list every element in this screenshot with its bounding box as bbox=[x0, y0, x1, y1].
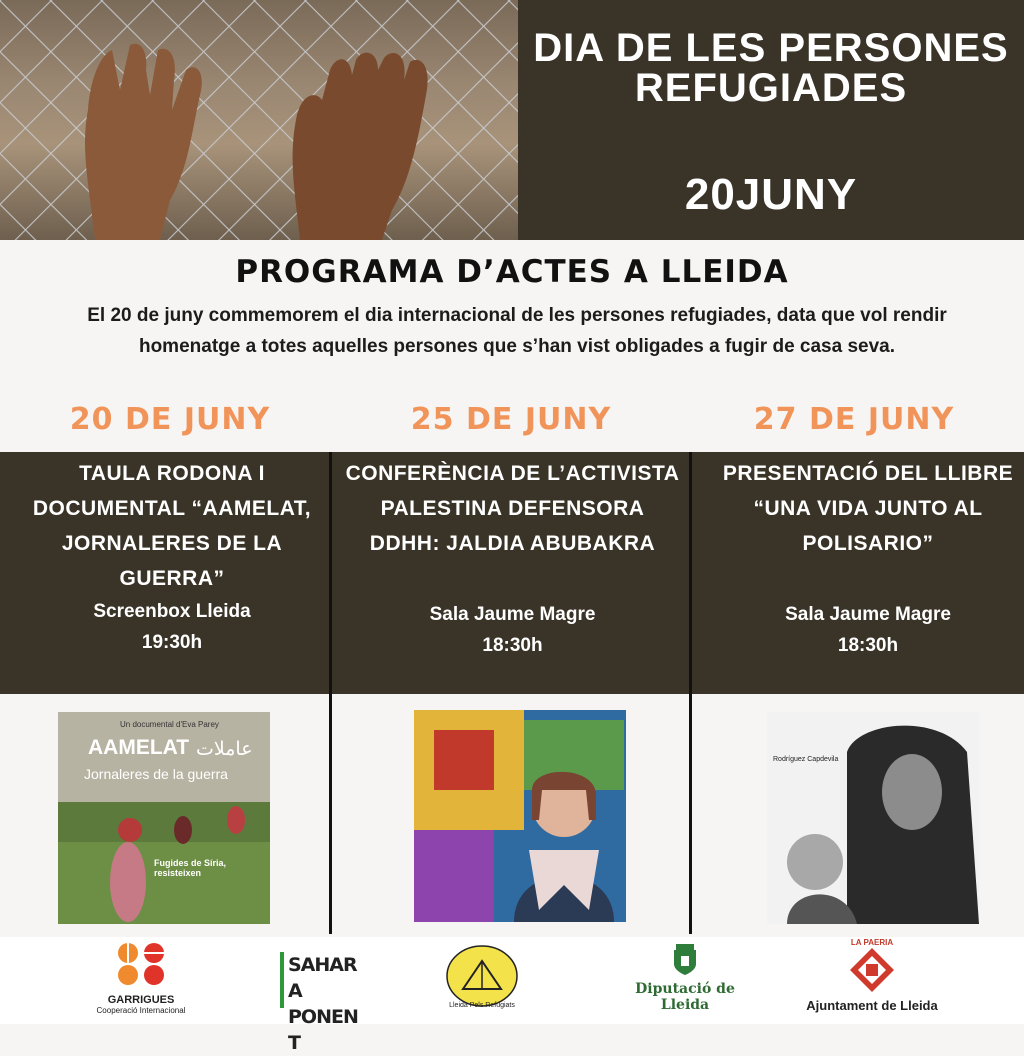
event-title: PRESENTACIÓ DEL LLIBRE “UNA VIDA JUNTO AL POLISARIO” bbox=[722, 462, 1014, 555]
garrigues-sub: Cooperació Internacional bbox=[96, 1006, 186, 1015]
documentary-poster-image bbox=[58, 712, 270, 924]
poster-title: AAMELAT bbox=[88, 736, 190, 759]
diputacio-name: Diputació de Lleida bbox=[635, 981, 735, 1013]
sahara-ponent-logo bbox=[280, 952, 370, 1054]
event-place: Sala Jaume Magre bbox=[785, 604, 951, 625]
event-card-2 bbox=[345, 452, 680, 694]
speaker-portrait-image bbox=[414, 710, 626, 922]
diputacio-logo bbox=[610, 944, 760, 1013]
garrigues-name: GARRIGUES bbox=[107, 994, 175, 1006]
event-place: Sala Jaume Magre bbox=[429, 604, 596, 625]
event-date-3: 27 DE JUNY bbox=[753, 402, 955, 437]
column-divider-1 bbox=[329, 452, 332, 934]
event-card-1 bbox=[22, 452, 322, 694]
poster-tagline: Fugides de Síria, resisteixen bbox=[154, 858, 227, 878]
title-date: 20JUNY bbox=[684, 170, 858, 219]
program-heading: PROGRAMA D’ACTES A LLEIDA bbox=[235, 254, 789, 290]
poster-subtitle: Jornaleres de la guerra bbox=[84, 766, 228, 782]
page-title: DIA DE LES PERSONES REFUGIADES bbox=[533, 26, 1009, 110]
event-card-3 bbox=[722, 452, 1014, 694]
title-block bbox=[518, 0, 1024, 240]
event-date-2: 25 DE JUNY bbox=[410, 402, 612, 437]
event-date-1: 20 DE JUNY bbox=[69, 402, 271, 437]
poster-credit: Un documental d'Eva Parey bbox=[120, 720, 219, 729]
event-place: Screenbox Lleida bbox=[93, 601, 251, 622]
diputacio-shield-icon bbox=[672, 944, 698, 976]
garrigues-icon bbox=[116, 941, 166, 987]
event-time: 18:30h bbox=[482, 635, 543, 656]
sahara-ponent-name: SAHARA PONENT bbox=[288, 954, 358, 1054]
paeria-name: Ajuntament de Lleida bbox=[806, 998, 938, 1013]
poster-arabic-title: عاملات bbox=[196, 738, 253, 760]
event-time: 18:30h bbox=[837, 635, 899, 656]
paeria-diamond-icon bbox=[849, 947, 895, 993]
hero-photo-hands-on-fence bbox=[0, 0, 518, 240]
column-divider-2 bbox=[689, 452, 692, 934]
fence-photo-illustration bbox=[0, 0, 518, 240]
paeria-logo bbox=[792, 938, 952, 1013]
book-cover-image bbox=[767, 712, 979, 924]
garrigues-logo bbox=[86, 941, 196, 1015]
event-title: CONFERÈNCIA DE L’ACTIVISTA PALESTINA DEFENSORA DDHH: JALDIA ABUBAKRA bbox=[345, 462, 680, 555]
event-title: TAULA RODONA I DOCUMENTAL “AAMELAT, JORNALERES DE LA GUERRA” bbox=[32, 462, 312, 590]
tent-icon bbox=[445, 945, 519, 1007]
program-intro: El 20 de juny commemorem el dia internacional de les persones refugiades, data que vol rendir homenatge a totes aquelles persones que s’han vist obligades a fugir de casa seva. bbox=[87, 305, 947, 357]
lleida-pels-refugiats-logo bbox=[440, 945, 524, 1009]
paeria-top: LA PAERIA bbox=[850, 938, 894, 947]
book-author: Rodríguez Capdevila bbox=[773, 756, 839, 763]
lleida-pels-refugiats-name: Lleida Pels Refugiats bbox=[449, 1002, 515, 1009]
event-time: 19:30h bbox=[141, 632, 203, 653]
